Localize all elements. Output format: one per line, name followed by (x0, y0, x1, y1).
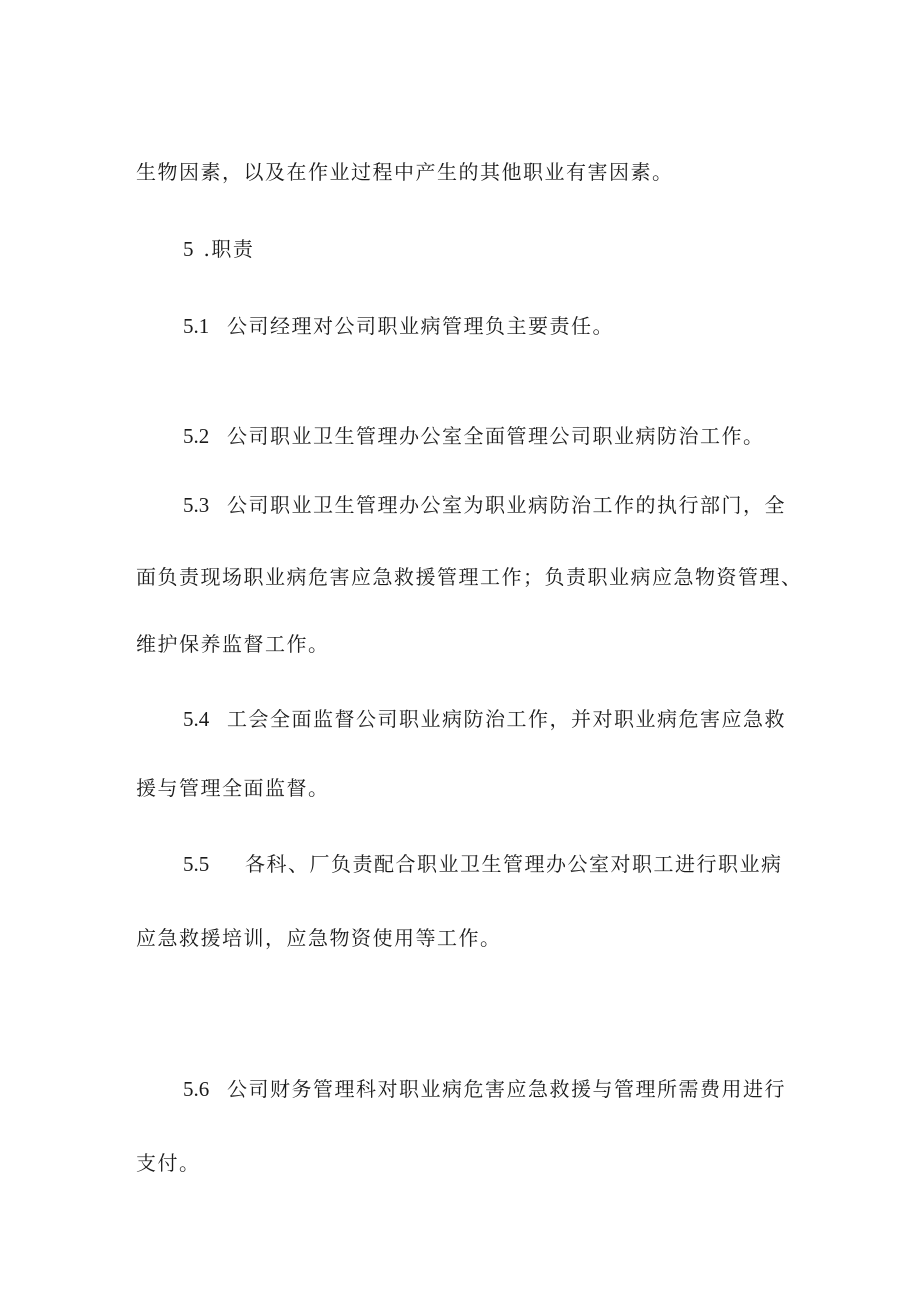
text-line-continuation (136, 565, 803, 589)
clause-text: 公司职业卫生管理办公室全面管理公司职业病防治工作。 (227, 424, 765, 448)
section-heading-5 (183, 237, 254, 261)
clause-text: 公司经理对公司职业病管理负主要责任。 (227, 314, 614, 338)
clause-5-2 (183, 424, 765, 448)
clause-5-1 (183, 314, 614, 338)
clause-5-5 (183, 852, 783, 876)
text-line-1 (136, 160, 674, 184)
line-text: 支付。 (136, 1151, 201, 1175)
clause-5-3 (183, 493, 786, 517)
clause-number: 5.6 (183, 1077, 210, 1101)
clause-number: 5.5 (183, 852, 210, 876)
clause-number: 5.3 (183, 493, 210, 517)
clause-number: 5.1 (183, 314, 210, 338)
clause-5-4 (183, 707, 786, 731)
clause-text: 公司财务管理科对职业病危害应急救援与管理所需费用进行 (227, 1077, 786, 1101)
line-text: 生物因素，以及在作业过程中产生的其他职业有害因素。 (136, 160, 674, 184)
text-line-continuation (136, 776, 330, 800)
text-line-continuation (136, 632, 330, 656)
clause-text: 各科、厂负责配合职业卫生管理办公室对职工进行职业病 (245, 852, 783, 876)
clause-text: 公司职业卫生管理办公室为职业病防治工作的执行部门，全 (227, 493, 786, 517)
line-text: 应急救援培训，应急物资使用等工作。 (136, 926, 502, 950)
clause-5-6 (183, 1077, 786, 1101)
line-text: 维护保养监督工作。 (136, 632, 330, 656)
clause-number: 5.2 (183, 424, 210, 448)
section-number: 5 (183, 237, 194, 261)
clause-number: 5.4 (183, 707, 210, 731)
text-line-continuation (136, 926, 502, 950)
clause-text: 工会全面监督公司职业病防治工作，并对职业病危害应急救 (227, 707, 786, 731)
line-text: 面负责现场职业病危害应急救援管理工作；负责职业病应急物资管理、 (136, 565, 803, 589)
text-line-continuation (136, 1151, 201, 1175)
section-title: .职责 (203, 237, 255, 261)
line-text: 援与管理全面监督。 (136, 776, 330, 800)
